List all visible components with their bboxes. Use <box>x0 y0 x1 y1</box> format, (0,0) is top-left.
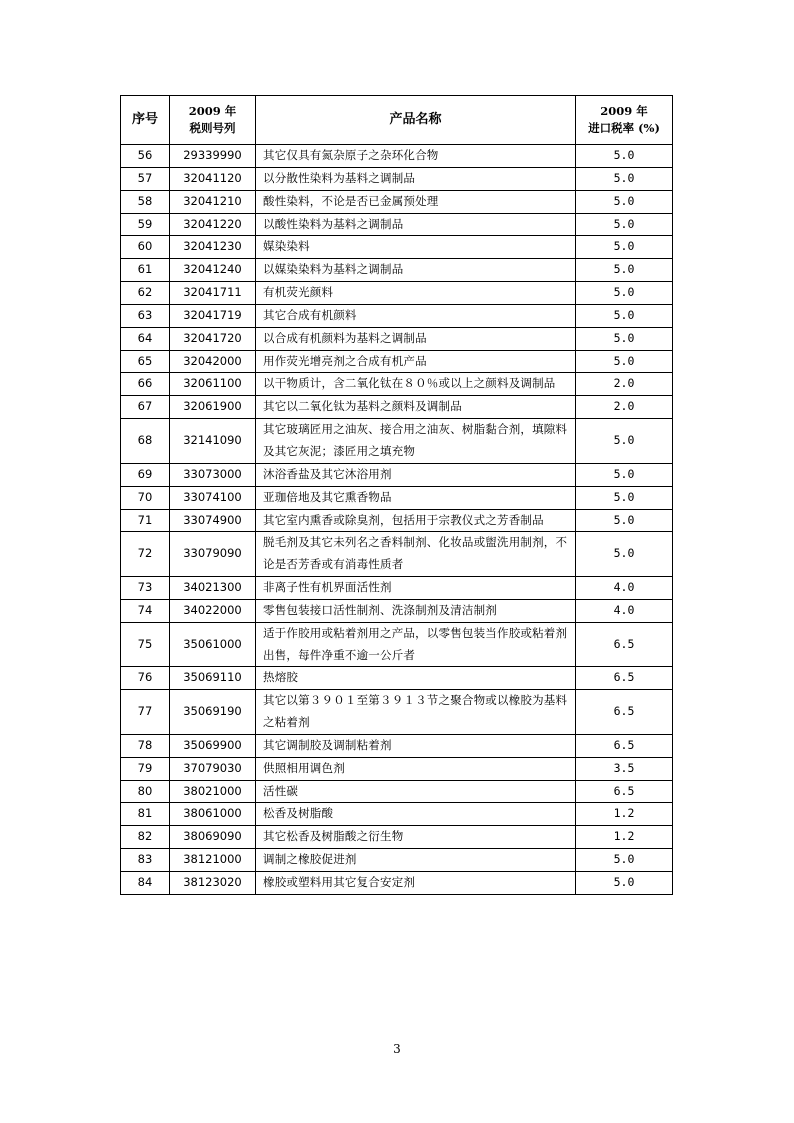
table-row <box>121 622 673 667</box>
table-row <box>121 419 673 464</box>
row-import-rate: 4.0 <box>576 599 673 622</box>
row-product-name: 其它室内熏香或除臭剂，包括用于宗教仪式之芳香制品 <box>256 509 576 532</box>
table-row <box>121 463 673 486</box>
row-serial-number: 84 <box>121 872 170 895</box>
row-serial-number: 59 <box>121 213 170 236</box>
row-product-name: 沐浴香盐及其它沐浴用剂 <box>256 463 576 486</box>
row-import-rate: 5.0 <box>576 463 673 486</box>
row-import-rate: 5.0 <box>576 304 673 327</box>
header-tariff-code-year: 2009 年 <box>188 104 237 119</box>
row-tariff-code: 35069900 <box>170 734 256 757</box>
row-import-rate: 2.0 <box>576 396 673 419</box>
table-row <box>121 757 673 780</box>
row-product-name: 有机荧光颜料 <box>256 282 576 305</box>
row-product-name: 以干物质计，含二氧化钛在８０％或以上之颜料及调制品 <box>256 373 576 396</box>
table-row <box>121 577 673 600</box>
row-tariff-code: 29339990 <box>170 145 256 168</box>
row-serial-number: 77 <box>121 690 170 735</box>
row-import-rate: 5.0 <box>576 419 673 464</box>
row-product-name: 非离子性有机界面活性剂 <box>256 577 576 600</box>
row-tariff-code: 33073000 <box>170 463 256 486</box>
header-serial-number: 序号 <box>121 96 170 145</box>
row-product-name: 调制之橡胶促进剂 <box>256 849 576 872</box>
row-tariff-code: 33074900 <box>170 509 256 532</box>
row-product-name: 亚珈倍地及其它熏香物品 <box>256 486 576 509</box>
table-row <box>121 667 673 690</box>
row-tariff-code: 35061000 <box>170 622 256 667</box>
header-product-name: 产品名称 <box>256 96 576 145</box>
row-import-rate: 5.0 <box>576 327 673 350</box>
row-product-name: 其它调制胶及调制粘着剂 <box>256 734 576 757</box>
row-tariff-code: 37079030 <box>170 757 256 780</box>
row-tariff-code: 32041720 <box>170 327 256 350</box>
row-tariff-code: 38061000 <box>170 803 256 826</box>
table-row <box>121 373 673 396</box>
row-tariff-code: 32141090 <box>170 419 256 464</box>
row-serial-number: 57 <box>121 167 170 190</box>
row-tariff-code: 32041230 <box>170 236 256 259</box>
row-import-rate: 5.0 <box>576 849 673 872</box>
row-tariff-code: 32061900 <box>170 396 256 419</box>
row-product-name: 其它玻璃匠用之油灰、接合用之油灰、树脂黏合剂，填隙料及其它灰泥；漆匠用之填充物 <box>256 419 576 464</box>
row-import-rate: 5.0 <box>576 486 673 509</box>
row-tariff-code: 35069110 <box>170 667 256 690</box>
table-row <box>121 486 673 509</box>
row-tariff-code: 33074100 <box>170 486 256 509</box>
row-import-rate: 5.0 <box>576 509 673 532</box>
row-serial-number: 78 <box>121 734 170 757</box>
row-import-rate: 2.0 <box>576 373 673 396</box>
row-product-name: 以分散性染料为基料之调制品 <box>256 167 576 190</box>
header-import-rate <box>576 96 673 145</box>
table-row <box>121 849 673 872</box>
row-product-name: 其它以二氧化钛为基料之颜料及调制品 <box>256 396 576 419</box>
table-row <box>121 213 673 236</box>
row-serial-number: 76 <box>121 667 170 690</box>
row-serial-number: 70 <box>121 486 170 509</box>
row-import-rate: 5.0 <box>576 532 673 577</box>
row-serial-number: 61 <box>121 259 170 282</box>
table-row <box>121 509 673 532</box>
row-product-name: 适于作胶用或粘着剂用之产品，以零售包装当作胶或粘着剂出售，每件净重不逾一公斤者 <box>256 622 576 667</box>
tariff-table <box>120 95 673 895</box>
row-serial-number: 79 <box>121 757 170 780</box>
row-product-name: 其它松香及树脂酸之衍生物 <box>256 826 576 849</box>
row-tariff-code: 32041711 <box>170 282 256 305</box>
row-serial-number: 83 <box>121 849 170 872</box>
row-import-rate: 6.5 <box>576 780 673 803</box>
header-tariff-code <box>170 96 256 145</box>
row-import-rate: 5.0 <box>576 350 673 373</box>
row-import-rate: 5.0 <box>576 282 673 305</box>
row-import-rate: 3.5 <box>576 757 673 780</box>
row-serial-number: 67 <box>121 396 170 419</box>
row-tariff-code: 38021000 <box>170 780 256 803</box>
table-body <box>121 145 673 895</box>
row-product-name: 热熔胶 <box>256 667 576 690</box>
header-import-rate-year: 2009 年 <box>600 104 648 119</box>
table-row <box>121 282 673 305</box>
row-serial-number: 62 <box>121 282 170 305</box>
table-row <box>121 599 673 622</box>
row-serial-number: 64 <box>121 327 170 350</box>
row-serial-number: 69 <box>121 463 170 486</box>
row-tariff-code: 38123020 <box>170 872 256 895</box>
table-row <box>121 780 673 803</box>
row-import-rate: 5.0 <box>576 145 673 168</box>
row-import-rate: 5.0 <box>576 259 673 282</box>
row-product-name: 脱毛剂及其它未列名之香料制剂、化妆品或盥洗用制剂，不论是否芳香或有消毒性质者 <box>256 532 576 577</box>
row-serial-number: 72 <box>121 532 170 577</box>
table-row <box>121 236 673 259</box>
row-serial-number: 65 <box>121 350 170 373</box>
table-row <box>121 532 673 577</box>
row-product-name: 以合成有机颜料为基料之调制品 <box>256 327 576 350</box>
row-tariff-code: 32041210 <box>170 190 256 213</box>
row-product-name: 供照相用调色剂 <box>256 757 576 780</box>
row-serial-number: 75 <box>121 622 170 667</box>
table-row <box>121 190 673 213</box>
row-tariff-code: 32041220 <box>170 213 256 236</box>
row-tariff-code: 34022000 <box>170 599 256 622</box>
row-product-name: 媒染染料 <box>256 236 576 259</box>
table-row <box>121 734 673 757</box>
page-number: 3 <box>393 1042 401 1056</box>
table-row <box>121 145 673 168</box>
row-product-name: 活性碳 <box>256 780 576 803</box>
row-product-name: 以酸性染料为基料之调制品 <box>256 213 576 236</box>
row-import-rate: 5.0 <box>576 236 673 259</box>
table-row <box>121 350 673 373</box>
row-import-rate: 1.2 <box>576 803 673 826</box>
header-import-rate-label: 进口税率 (%) <box>588 121 660 135</box>
row-import-rate: 4.0 <box>576 577 673 600</box>
row-product-name: 其它仅具有氮杂原子之杂环化合物 <box>256 145 576 168</box>
row-tariff-code: 35069190 <box>170 690 256 735</box>
row-tariff-code: 32061100 <box>170 373 256 396</box>
row-tariff-code: 34021300 <box>170 577 256 600</box>
row-product-name: 用作荧光增亮剂之合成有机产品 <box>256 350 576 373</box>
table-row <box>121 690 673 735</box>
row-tariff-code: 33079090 <box>170 532 256 577</box>
row-serial-number: 71 <box>121 509 170 532</box>
row-tariff-code: 38069090 <box>170 826 256 849</box>
row-serial-number: 73 <box>121 577 170 600</box>
header-tariff-code-label: 税则号列 <box>189 121 236 135</box>
row-serial-number: 80 <box>121 780 170 803</box>
row-serial-number: 58 <box>121 190 170 213</box>
row-product-name: 其它以第３９０１至第３９１３节之聚合物或以橡胶为基料之粘着剂 <box>256 690 576 735</box>
row-tariff-code: 32042000 <box>170 350 256 373</box>
row-serial-number: 74 <box>121 599 170 622</box>
row-serial-number: 66 <box>121 373 170 396</box>
row-import-rate: 5.0 <box>576 872 673 895</box>
row-serial-number: 60 <box>121 236 170 259</box>
table-row <box>121 803 673 826</box>
table-row <box>121 167 673 190</box>
table-row <box>121 826 673 849</box>
row-import-rate: 1.2 <box>576 826 673 849</box>
row-tariff-code: 32041240 <box>170 259 256 282</box>
row-tariff-code: 38121000 <box>170 849 256 872</box>
row-serial-number: 68 <box>121 419 170 464</box>
table-row <box>121 259 673 282</box>
row-import-rate: 5.0 <box>576 213 673 236</box>
table-row <box>121 872 673 895</box>
table-row <box>121 396 673 419</box>
row-product-name: 其它合成有机颜料 <box>256 304 576 327</box>
row-import-rate: 6.5 <box>576 734 673 757</box>
row-serial-number: 63 <box>121 304 170 327</box>
row-serial-number: 56 <box>121 145 170 168</box>
row-import-rate: 5.0 <box>576 167 673 190</box>
row-product-name: 以媒染染料为基料之调制品 <box>256 259 576 282</box>
row-import-rate: 6.5 <box>576 622 673 667</box>
table-header-row <box>121 96 673 145</box>
table-row <box>121 327 673 350</box>
row-product-name: 橡胶或塑料用其它复合安定剂 <box>256 872 576 895</box>
row-tariff-code: 32041719 <box>170 304 256 327</box>
row-serial-number: 81 <box>121 803 170 826</box>
row-product-name: 松香及树脂酸 <box>256 803 576 826</box>
row-product-name: 零售包装接口活性制剂、洗涤制剂及清洁制剂 <box>256 599 576 622</box>
row-import-rate: 6.5 <box>576 690 673 735</box>
row-import-rate: 5.0 <box>576 190 673 213</box>
row-product-name: 酸性染料，不论是否已金属预处理 <box>256 190 576 213</box>
row-serial-number: 82 <box>121 826 170 849</box>
table-row <box>121 304 673 327</box>
row-import-rate: 6.5 <box>576 667 673 690</box>
row-tariff-code: 32041120 <box>170 167 256 190</box>
